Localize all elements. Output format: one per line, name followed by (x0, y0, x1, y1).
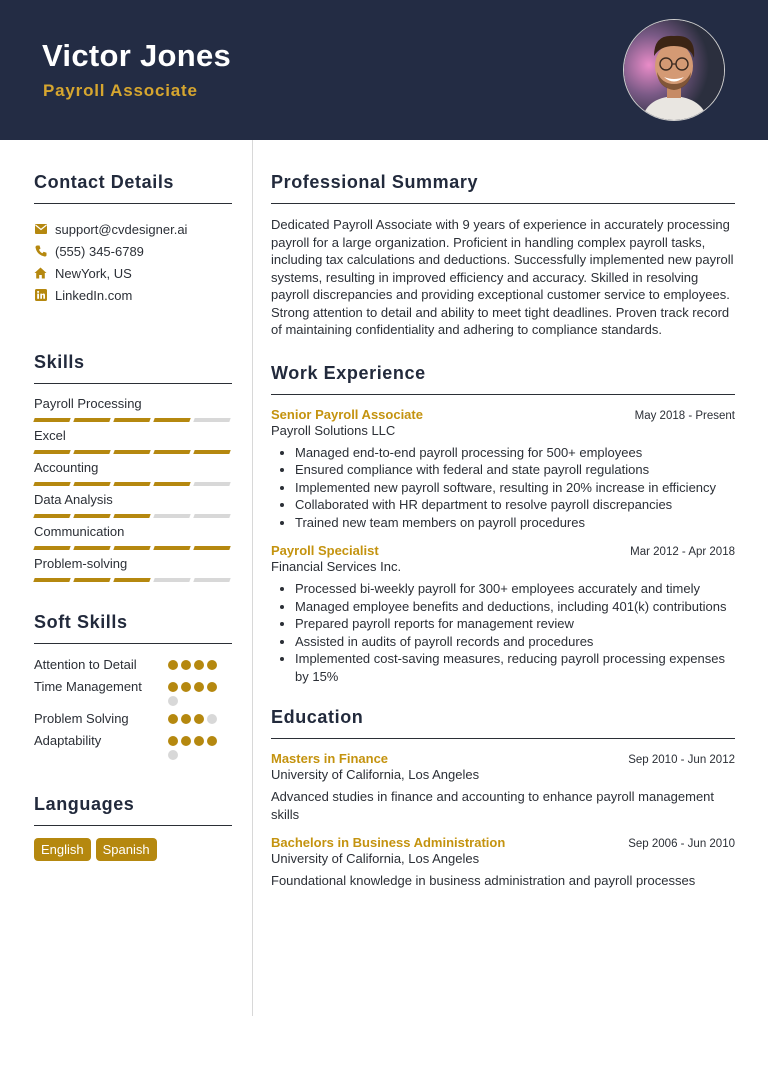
job-bullet: • Managed employee benefits and deductions, including 401(k) contributions (295, 598, 735, 616)
home-icon (34, 267, 47, 280)
rating-dot-empty (207, 714, 217, 724)
skill-segment-filled (193, 546, 230, 550)
skills-section-title: Skills (34, 352, 232, 384)
skill-name: Payroll Processing (34, 396, 142, 411)
job-title: Senior Payroll Associate (271, 406, 423, 422)
job-bullet: • Collaborated with HR department to resolve payroll discrepancies (295, 496, 735, 514)
skill-segment-empty (193, 578, 230, 582)
skill-segment-filled (113, 514, 150, 518)
soft-skill-rating (168, 678, 228, 706)
rating-dot-filled (181, 736, 191, 746)
soft-skill-name: Adaptability (34, 733, 102, 748)
soft-skill-rating (168, 732, 228, 760)
soft-skills-section-title: Soft Skills (34, 612, 232, 644)
contact-email[interactable] (34, 218, 232, 240)
job-date: May 2018 - Present (634, 409, 735, 422)
skill-level-bar (34, 514, 232, 518)
skill-segment-filled (33, 450, 70, 454)
job-bullet: • Managed end-to-end payroll processing for 500+ employees (295, 444, 735, 462)
skill-segment-filled (73, 418, 110, 422)
education-entry (271, 751, 735, 823)
column-divider (252, 140, 253, 1016)
contact-phone[interactable] (34, 240, 232, 262)
skill-name: Accounting (34, 460, 99, 475)
experience-section-title: Work Experience (271, 363, 735, 395)
skill-segment-filled (33, 514, 70, 518)
job-bullet: • Ensured compliance with federal and state payroll regulations (295, 461, 735, 479)
rating-dot-filled (168, 682, 178, 692)
job-title: Payroll Specialist (271, 543, 379, 558)
soft-skill-name: Attention to Detail (34, 657, 137, 672)
education-section-title: Education (271, 707, 735, 739)
skill-level-bar (34, 578, 232, 582)
contact-linkedin-text: LinkedIn.com (55, 287, 133, 303)
skill-segment-filled (113, 418, 150, 422)
skill-name: Excel (34, 428, 66, 443)
rating-dot-filled (194, 682, 204, 692)
skill-segment-filled (73, 514, 110, 518)
soft-skill-rating (168, 710, 228, 728)
rating-dot-filled (181, 682, 191, 692)
job-company: Financial Services Inc. (271, 559, 402, 574)
soft-skill-item (34, 678, 232, 706)
skill-segment-empty (153, 514, 190, 518)
skill-segment-empty (193, 482, 230, 486)
phone-icon (34, 245, 47, 258)
soft-skill-name: Problem Solving (34, 711, 129, 726)
skill-segment-filled (153, 418, 190, 422)
soft-skill-rating (168, 656, 228, 674)
main-content (271, 172, 735, 890)
job-bullets (271, 444, 735, 532)
job-entry (271, 543, 735, 685)
education-description: Advanced studies in finance and accounting to enhance payroll management skills (271, 789, 715, 822)
skill-name: Data Analysis (34, 492, 113, 507)
school-name: University of California, Los Angeles (271, 767, 480, 782)
skill-item (34, 460, 232, 492)
rating-dot-empty (168, 750, 178, 760)
skill-name: Problem-solving (34, 556, 128, 571)
job-bullet: • Trained new team members on payroll procedures (295, 514, 735, 532)
skill-segment-filled (73, 482, 110, 486)
skill-segment-filled (33, 482, 70, 486)
skill-segment-filled (33, 578, 70, 582)
languages-section-title: Languages (34, 794, 232, 826)
skill-segment-filled (153, 546, 190, 550)
sidebar (34, 172, 232, 861)
contact-linkedin[interactable] (34, 284, 232, 306)
rating-dot-filled (168, 660, 178, 670)
skill-segment-empty (193, 418, 230, 422)
summary-section-title: Professional Summary (271, 172, 735, 204)
skill-segment-filled (193, 450, 230, 454)
rating-dot-filled (194, 736, 204, 746)
skill-segment-filled (73, 450, 110, 454)
skill-segment-filled (113, 578, 150, 582)
contact-section-title: Contact Details (34, 172, 232, 204)
avatar (624, 20, 724, 120)
skill-level-bar (34, 450, 232, 454)
skill-item (34, 396, 232, 428)
skill-level-bar (34, 482, 232, 486)
soft-skill-item (34, 710, 232, 728)
education-date: Sep 2010 - Jun 2012 (628, 754, 735, 766)
rating-dot-filled (207, 736, 217, 746)
rating-dot-filled (181, 714, 191, 724)
soft-skill-item (34, 656, 232, 674)
envelope-icon (34, 223, 47, 236)
skill-item (34, 492, 232, 524)
skill-item (34, 524, 232, 556)
soft-skill-name: Time Management (34, 679, 142, 694)
skill-item (34, 556, 232, 588)
language-badge: Spanish (96, 838, 157, 861)
contact-list (34, 218, 232, 306)
rating-dot-filled (194, 714, 204, 724)
skill-segment-empty (193, 514, 230, 518)
rating-dot-filled (181, 660, 191, 670)
rating-dot-filled (194, 660, 204, 670)
soft-skills-list (34, 656, 232, 760)
skill-segment-empty (153, 578, 190, 582)
job-bullet: • Assisted in audits of payroll records and procedures (295, 633, 735, 651)
contact-phone-text: (555) 345-6789 (55, 243, 144, 259)
skill-segment-filled (33, 418, 70, 422)
skill-segment-filled (33, 546, 70, 550)
school-name: University of California, Los Angeles (271, 851, 480, 866)
job-company: Payroll Solutions LLC (271, 422, 396, 438)
rating-dot-filled (168, 736, 178, 746)
language-badge: English (34, 838, 91, 861)
candidate-role: Payroll Associate (43, 81, 198, 100)
profile-photo (624, 20, 724, 120)
summary-text: Dedicated Payroll Associate with 9 years of experience in accurately processing payroll for a large organization. Proficient in handling complex payroll tasks, including tax calculations and deductions. Successfully implemented new payroll systems, resulting in improved efficiency and accuracy. Skilled in resolving payroll discrepancies and providing exceptional customer service to employees. Strong attention to detail and ability to meet tight deadlines. Proven track record of maintaining confidentiality and adhering to compliance standards. (271, 217, 734, 337)
skill-segment-filled (73, 546, 110, 550)
skill-level-bar (34, 546, 232, 550)
rating-dot-filled (168, 714, 178, 724)
contact-location-text: NewYork, US (55, 265, 132, 281)
skill-segment-filled (113, 482, 150, 486)
rating-dot-filled (207, 682, 217, 692)
contact-location (34, 262, 232, 284)
job-date: Mar 2012 - Apr 2018 (630, 546, 735, 558)
education-entry (271, 835, 735, 890)
rating-dot-filled (207, 660, 217, 670)
degree-title: Bachelors in Business Administration (271, 835, 506, 850)
linkedin-icon (34, 289, 47, 302)
job-bullet: • Prepared payroll reports for management review (295, 615, 735, 633)
header-banner (0, 0, 768, 140)
skills-list (34, 396, 232, 588)
job-bullets (271, 580, 735, 685)
skill-item (34, 428, 232, 460)
job-bullet: • Implemented new payroll software, resulting in 20% increase in efficiency (295, 479, 735, 497)
degree-title: Masters in Finance (271, 751, 389, 766)
job-entry (271, 407, 735, 532)
skill-segment-filled (113, 450, 150, 454)
skill-segment-filled (153, 482, 190, 486)
rating-dot-empty (168, 696, 178, 706)
contact-email-text: support@cvdesigner.ai (55, 221, 188, 237)
job-bullet: • Processed bi-weekly payroll for 300+ employees accurately and timely (295, 580, 735, 598)
skill-segment-filled (153, 450, 190, 454)
skill-segment-filled (73, 578, 110, 582)
soft-skill-item (34, 732, 232, 760)
skill-segment-filled (113, 546, 150, 550)
skill-name: Communication (34, 524, 125, 539)
job-bullet: • Implemented cost-saving measures, reducing payroll processing expenses by 15% (295, 650, 735, 685)
education-date: Sep 2006 - Jun 2010 (628, 838, 735, 850)
candidate-name: Victor Jones (42, 38, 232, 73)
education-description: Foundational knowledge in business administration and payroll processes (271, 873, 696, 888)
languages-list (34, 838, 232, 861)
skill-level-bar (34, 418, 232, 422)
